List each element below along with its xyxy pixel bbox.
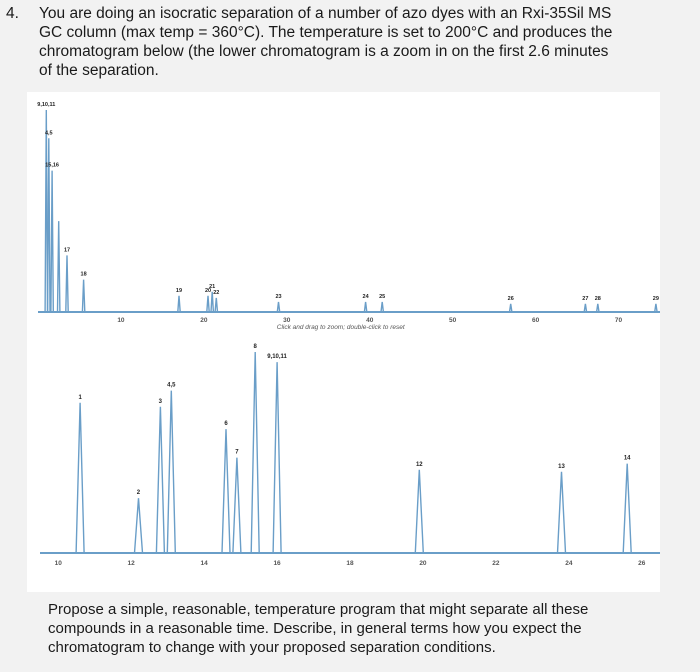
peak-label: 9,10,11 bbox=[267, 354, 287, 361]
tick-label: 30 bbox=[283, 317, 291, 324]
tick-label: 20 bbox=[200, 317, 208, 324]
peak-label: 8 bbox=[253, 344, 257, 351]
prompt-line: chromatogram to change with your proposed separation conditions. bbox=[48, 639, 496, 656]
peak-label: 14 bbox=[623, 455, 631, 462]
question-line: of the separation. bbox=[39, 62, 159, 79]
tick-label: 50 bbox=[449, 317, 457, 324]
peak-label: 23 bbox=[275, 293, 282, 300]
peak-label: 2 bbox=[136, 490, 141, 497]
peak-label: 21 bbox=[209, 283, 216, 290]
peak-label: 26 bbox=[507, 295, 514, 302]
peak-label: 9,10,11 bbox=[37, 102, 56, 108]
peak-label: 15,16 bbox=[45, 162, 59, 169]
tick-label: 12 bbox=[127, 560, 135, 567]
peak-label: 17 bbox=[63, 247, 71, 254]
peak-label: 28 bbox=[594, 295, 601, 302]
tick-label: 20 bbox=[419, 560, 427, 567]
prompt-line: compounds in a reasonable time. Describe, in general terms how you expect the bbox=[48, 620, 582, 637]
tick-label: 10 bbox=[54, 560, 62, 567]
tick-label: 70 bbox=[614, 317, 623, 324]
tick-label: 22 bbox=[492, 560, 500, 567]
tick-label: 18 bbox=[346, 560, 354, 567]
peak-label: 12 bbox=[415, 461, 423, 468]
peak-label: 22 bbox=[213, 289, 220, 296]
peak-label: 29 bbox=[652, 295, 659, 302]
peak-label: 1 bbox=[78, 394, 82, 401]
tick-label: 10 bbox=[117, 317, 125, 324]
peak-label: 24 bbox=[362, 293, 369, 300]
chart-annotation: Click and drag to zoom; double-click to reset bbox=[276, 324, 405, 331]
tick-label: 60 bbox=[531, 317, 540, 324]
question-line: chromatogram below (the lower chromatogram is a zoom in on the first 2.6 minutes bbox=[39, 43, 609, 60]
peak-label: 20 bbox=[204, 287, 212, 294]
peak-label: 13 bbox=[558, 463, 565, 470]
tick-label: 26 bbox=[638, 560, 646, 567]
chromatogram-panel bbox=[27, 92, 660, 592]
peak-label: 7 bbox=[235, 449, 239, 456]
prompt-block bbox=[48, 600, 668, 657]
tick-label: 16 bbox=[273, 560, 281, 567]
peak-label: 27 bbox=[582, 295, 589, 302]
peak-label: 18 bbox=[80, 271, 87, 278]
question-number: 4. bbox=[6, 5, 19, 22]
tick-label: 14 bbox=[200, 560, 208, 567]
tick-label: 24 bbox=[565, 560, 573, 567]
peak-label: 3 bbox=[158, 398, 163, 405]
prompt-line: Propose a simple, reasonable, temperature program that might separate all these bbox=[48, 601, 589, 618]
question-line: You are doing an isocratic separation of a number of azo dyes with an Rxi-35Sil MS bbox=[39, 5, 612, 22]
peak-label: 25 bbox=[379, 293, 386, 300]
peak-label: 19 bbox=[175, 287, 183, 294]
question-line: GC column (max temp = 360°C). The temperature is set to 200°C and produces the bbox=[39, 24, 613, 41]
peak-label: 4,5 bbox=[44, 130, 53, 137]
peak-label: 4,5 bbox=[167, 382, 176, 389]
tick-label: 40 bbox=[366, 317, 374, 324]
peak-label: 6 bbox=[224, 421, 228, 428]
